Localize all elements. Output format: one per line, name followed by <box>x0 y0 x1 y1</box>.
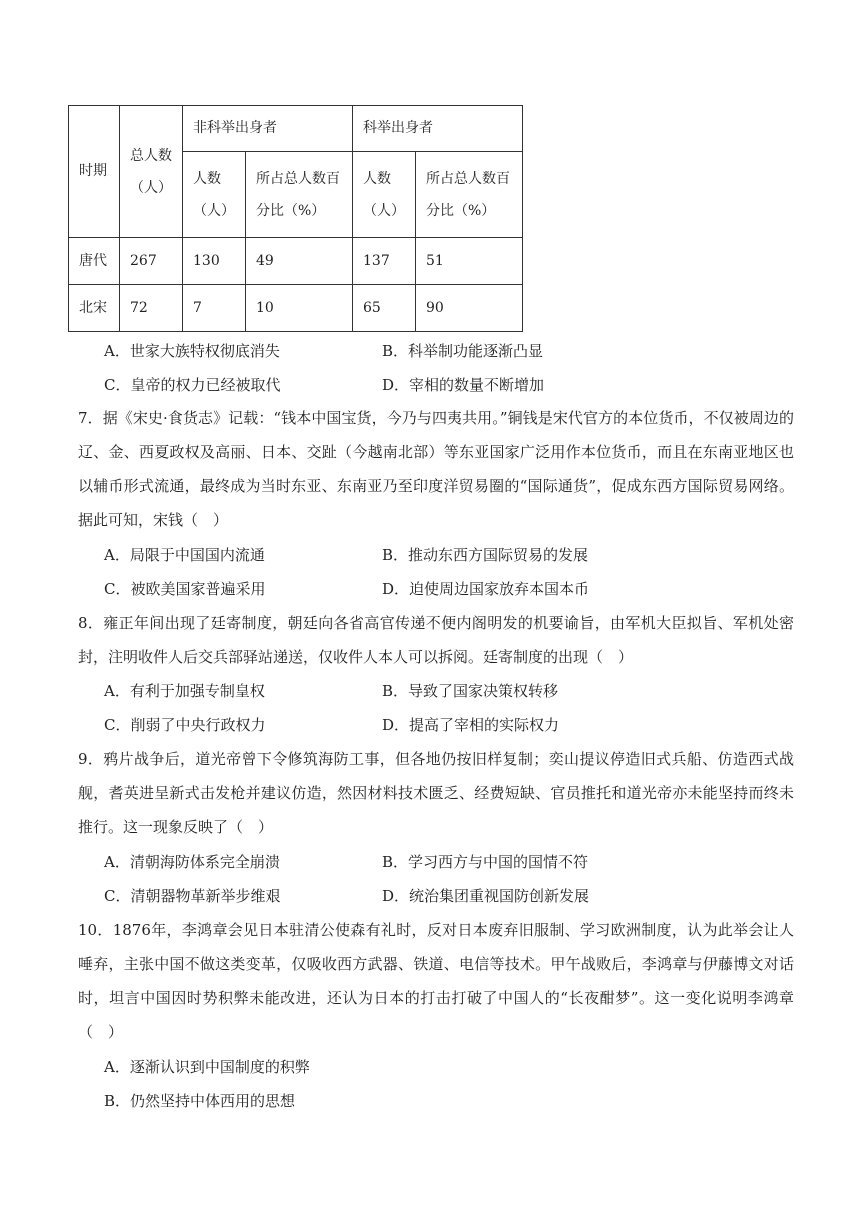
q7-stem: 7．据《宋史·食货志》记载：“钱本中国宝货，今乃与四夷共用。”铜钱是宋代官方的本位货币，不仅被周边的辽、金、西夏政权及高丽、日本、交趾（今越南北部）等东亚国家广泛用作本位货币，而且在东南亚地区也以辅币形式流通，最终成为当时东亚、东南亚乃至印度洋贸易圈的“国际通货”，促成东西方国际贸易网络。据此可知，宋钱（ ） <box>78 409 794 529</box>
cell-period: 北宋 <box>69 285 120 332</box>
header-nonexam-count: 人数（人） <box>183 152 246 238</box>
q7-option-a[interactable]: A．局限于中国国内流通 <box>104 546 265 564</box>
q8-option-a[interactable]: A．有利于加强专制皇权 <box>104 682 265 700</box>
cell-nonexam-pct: 49 <box>246 238 353 285</box>
header-exam-count: 人数（人） <box>353 152 416 238</box>
header-period: 时期 <box>69 106 120 238</box>
cell-exam-pct: 51 <box>416 238 523 285</box>
q9-options-row2 <box>104 885 804 907</box>
q6-option-c[interactable]: C．皇帝的权力已经被取代 <box>104 376 281 394</box>
q9-option-c[interactable]: C．清朝器物革新举步维艰 <box>104 887 281 905</box>
q10-option-a[interactable]: A．逐渐认识到中国制度的积弊 <box>104 1058 310 1076</box>
cell-exam-count: 137 <box>353 238 416 285</box>
cell-nonexam-count: 7 <box>183 285 246 332</box>
cell-exam-pct: 90 <box>416 285 523 332</box>
q7-option-d[interactable]: D．迫使周边国家放弃本国本币 <box>382 580 590 598</box>
cell-total: 72 <box>120 285 183 332</box>
cell-exam-count: 65 <box>353 285 416 332</box>
officials-table <box>68 105 523 332</box>
q6-option-d[interactable]: D．宰相的数量不断增加 <box>382 376 545 394</box>
q6-options-row2 <box>104 374 804 396</box>
q7-option-c[interactable]: C．被欧美国家普遍采用 <box>104 580 266 598</box>
header-nonexam: 非科举出身者 <box>183 106 353 152</box>
cell-nonexam-pct: 10 <box>246 285 353 332</box>
header-exam: 科举出身者 <box>353 106 523 152</box>
cell-nonexam-count: 130 <box>183 238 246 285</box>
q6-options-row1 <box>104 340 804 362</box>
q8-option-c[interactable]: C．削弱了中央行政权力 <box>104 716 266 734</box>
header-nonexam-pct: 所占总人数百分比（%） <box>246 152 353 238</box>
q8-options-row2 <box>104 714 804 736</box>
q10-option-b[interactable]: B．仍然坚持中体西用的思想 <box>104 1092 296 1110</box>
q8-options-row1 <box>104 680 804 702</box>
header-exam-pct: 所占总人数百分比（%） <box>416 152 523 238</box>
q7-options-row2 <box>104 578 804 600</box>
cell-total: 267 <box>120 238 183 285</box>
q9-option-d[interactable]: D．统治集团重视国防创新发展 <box>382 887 590 905</box>
q6-option-a[interactable]: A．世家大族特权彻底消失 <box>104 342 280 360</box>
q6-option-b[interactable]: B．科举制功能逐渐凸显 <box>382 342 544 360</box>
table-row <box>69 285 523 332</box>
q9-options-row1 <box>104 851 804 873</box>
q9-option-b[interactable]: B．学习西方与中国的国情不符 <box>382 853 589 871</box>
cell-period: 唐代 <box>69 238 120 285</box>
header-total: 总人数（人） <box>120 106 183 238</box>
q8-option-d[interactable]: D．提高了宰相的实际权力 <box>382 716 560 734</box>
q10-stem: 10．1876年，李鸿章会见日本驻清公使森有礼时，反对日本废弃旧服制、学习欧洲制度，认为此举会让人唾弃，主张中国不做这类变革，仅吸收西方武器、铁道、电信等技术。甲午战败后，李鸿章与伊藤博文对话时，坦言中国因时势积弊未能改进，还认为日本的打击打破了中国人的“长夜酣梦”。这一变化说明李鸿章（ ） <box>78 921 794 1041</box>
q9-option-a[interactable]: A．清朝海防体系完全崩溃 <box>104 853 280 871</box>
q7-options-row1 <box>104 544 804 566</box>
q9-stem: 9．鸦片战争后，道光帝曾下令修筑海防工事，但各地仍按旧样复制；奕山提议停造旧式兵船、仿造西式战舰，耆英进呈新式击发枪并建议仿造，然因材料技术匮乏、经费短缺、官员推托和道光帝亦未能坚持而终未推行。这一现象反映了（ ） <box>78 750 794 836</box>
table-row <box>69 238 523 285</box>
q7-option-b[interactable]: B．推动东西方国际贸易的发展 <box>382 546 589 564</box>
q8-option-b[interactable]: B．导致了国家决策权转移 <box>382 682 559 700</box>
q8-stem: 8．雍正年间出现了廷寄制度，朝廷向各省高官传递不便内阁明发的机要谕旨，由军机大臣拟旨、军机处密封，注明收件人后交兵部驿站递送，仅收件人本人可以拆阅。廷寄制度的出现（ ） <box>78 614 794 666</box>
